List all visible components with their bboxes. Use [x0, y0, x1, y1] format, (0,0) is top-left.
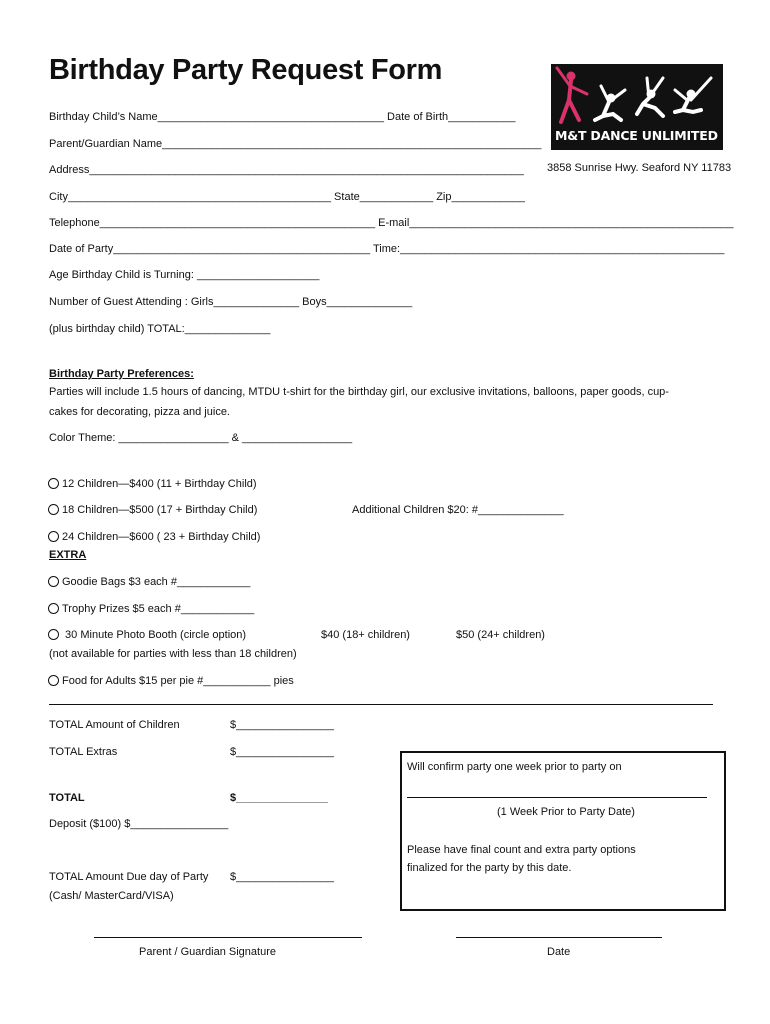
- radio-button-icon[interactable]: [48, 629, 59, 640]
- photo-booth-note: (not available for parties with less than 18 children): [49, 648, 297, 660]
- confirm-date-line[interactable]: [407, 797, 707, 798]
- guests-field[interactable]: Number of Guest Attending : Girls______________ Boys______________: [49, 296, 413, 308]
- radio-button-icon[interactable]: [48, 603, 59, 614]
- confirm-line-4: finalized for the party by this date.: [407, 862, 572, 874]
- amount-due-label: TOTAL Amount Due day of Party: [49, 871, 209, 883]
- color-theme-field[interactable]: Color Theme: __________________ & __________________: [49, 432, 353, 444]
- additional-children-field[interactable]: Additional Children $20: #______________: [352, 504, 564, 516]
- amount-due-field[interactable]: $________________: [230, 871, 335, 883]
- age-field[interactable]: Age Birthday Child is Turning: ____________________: [49, 269, 320, 281]
- package-12-option[interactable]: 12 Children—$400 (11 + Birthday Child): [48, 477, 257, 491]
- radio-button-icon[interactable]: [48, 504, 59, 515]
- address-field[interactable]: Address_______________________________________________________________________: [49, 164, 524, 176]
- child-name-field[interactable]: Birthday Child’s Name_____________________________________ Date of Birth___________: [49, 111, 516, 123]
- total-guests-field[interactable]: (plus birthday child) TOTAL:______________: [49, 323, 271, 335]
- preferences-heading: Birthday Party Preferences:: [49, 368, 194, 380]
- total-children-label: TOTAL Amount of Children: [49, 719, 180, 731]
- confirm-line-3: Please have final count and extra party options: [407, 844, 636, 856]
- signature-date-label: Date: [547, 946, 571, 958]
- logo-text: M&T DANCE UNLIMITED: [555, 128, 718, 143]
- date-time-field[interactable]: Date of Party__________________________________________ Time:_____________________________________________________: [49, 243, 725, 255]
- food-adults-option[interactable]: Food for Adults $15 per pie #___________ pies: [48, 674, 294, 688]
- total-label: TOTAL: [49, 792, 85, 804]
- photo-booth-40-option[interactable]: $40 (18+ children): [321, 629, 410, 641]
- city-state-zip-field[interactable]: City___________________________________________ State____________ Zip____________: [49, 191, 525, 203]
- total-extras-field[interactable]: $________________: [230, 746, 335, 758]
- package-18-option[interactable]: 18 Children—$500 (17 + Birthday Child): [48, 503, 257, 517]
- dance-studio-logo: [551, 64, 723, 150]
- section-divider: [49, 704, 713, 705]
- studio-address: 3858 Sunrise Hwy. Seaford NY 11783: [547, 162, 732, 174]
- radio-button-icon[interactable]: [48, 675, 59, 686]
- confirm-line-2: (1 Week Prior to Party Date): [497, 806, 635, 818]
- package-24-option[interactable]: 24 Children—$600 ( 23 + Birthday Child): [48, 530, 260, 544]
- form-title: Birthday Party Request Form: [49, 54, 443, 86]
- radio-button-icon[interactable]: [48, 576, 59, 587]
- radio-button-icon[interactable]: [48, 478, 59, 489]
- photo-booth-50-option[interactable]: $50 (24+ children): [456, 629, 545, 641]
- extras-heading: EXTRA: [49, 549, 87, 561]
- confirm-line-1: Will confirm party one week prior to party on: [407, 761, 622, 773]
- preferences-desc-2: cakes for decorating, pizza and juice.: [49, 406, 230, 418]
- radio-button-icon[interactable]: [48, 531, 59, 542]
- total-extras-label: TOTAL Extras: [49, 746, 118, 758]
- goodie-bags-option[interactable]: Goodie Bags $3 each #____________: [48, 575, 250, 589]
- preferences-desc-1: Parties will include 1.5 hours of dancing, MTDU t-shirt for the birthday girl, our exclusive invitations, balloons, paper goods, cup-: [49, 386, 669, 398]
- trophy-prizes-option[interactable]: Trophy Prizes $5 each #____________: [48, 602, 254, 616]
- signature-line[interactable]: [94, 937, 362, 938]
- payment-methods-note: (Cash/ MasterCard/VISA): [49, 890, 174, 902]
- guardian-signature-label: Parent / Guardian Signature: [139, 946, 276, 958]
- photo-booth-option[interactable]: 30 Minute Photo Booth (circle option): [48, 628, 246, 642]
- total-field[interactable]: $_______________: [230, 792, 328, 804]
- deposit-field[interactable]: Deposit ($100) $________________: [49, 818, 229, 830]
- guardian-name-field[interactable]: Parent/Guardian Name______________________________________________________________: [49, 138, 542, 150]
- telephone-email-field[interactable]: Telephone_____________________________________________ E-mail_____________________________________________________: [49, 217, 734, 229]
- confirmation-box: [400, 751, 726, 911]
- total-children-field[interactable]: $________________: [230, 719, 335, 731]
- signature-date-line[interactable]: [456, 937, 662, 938]
